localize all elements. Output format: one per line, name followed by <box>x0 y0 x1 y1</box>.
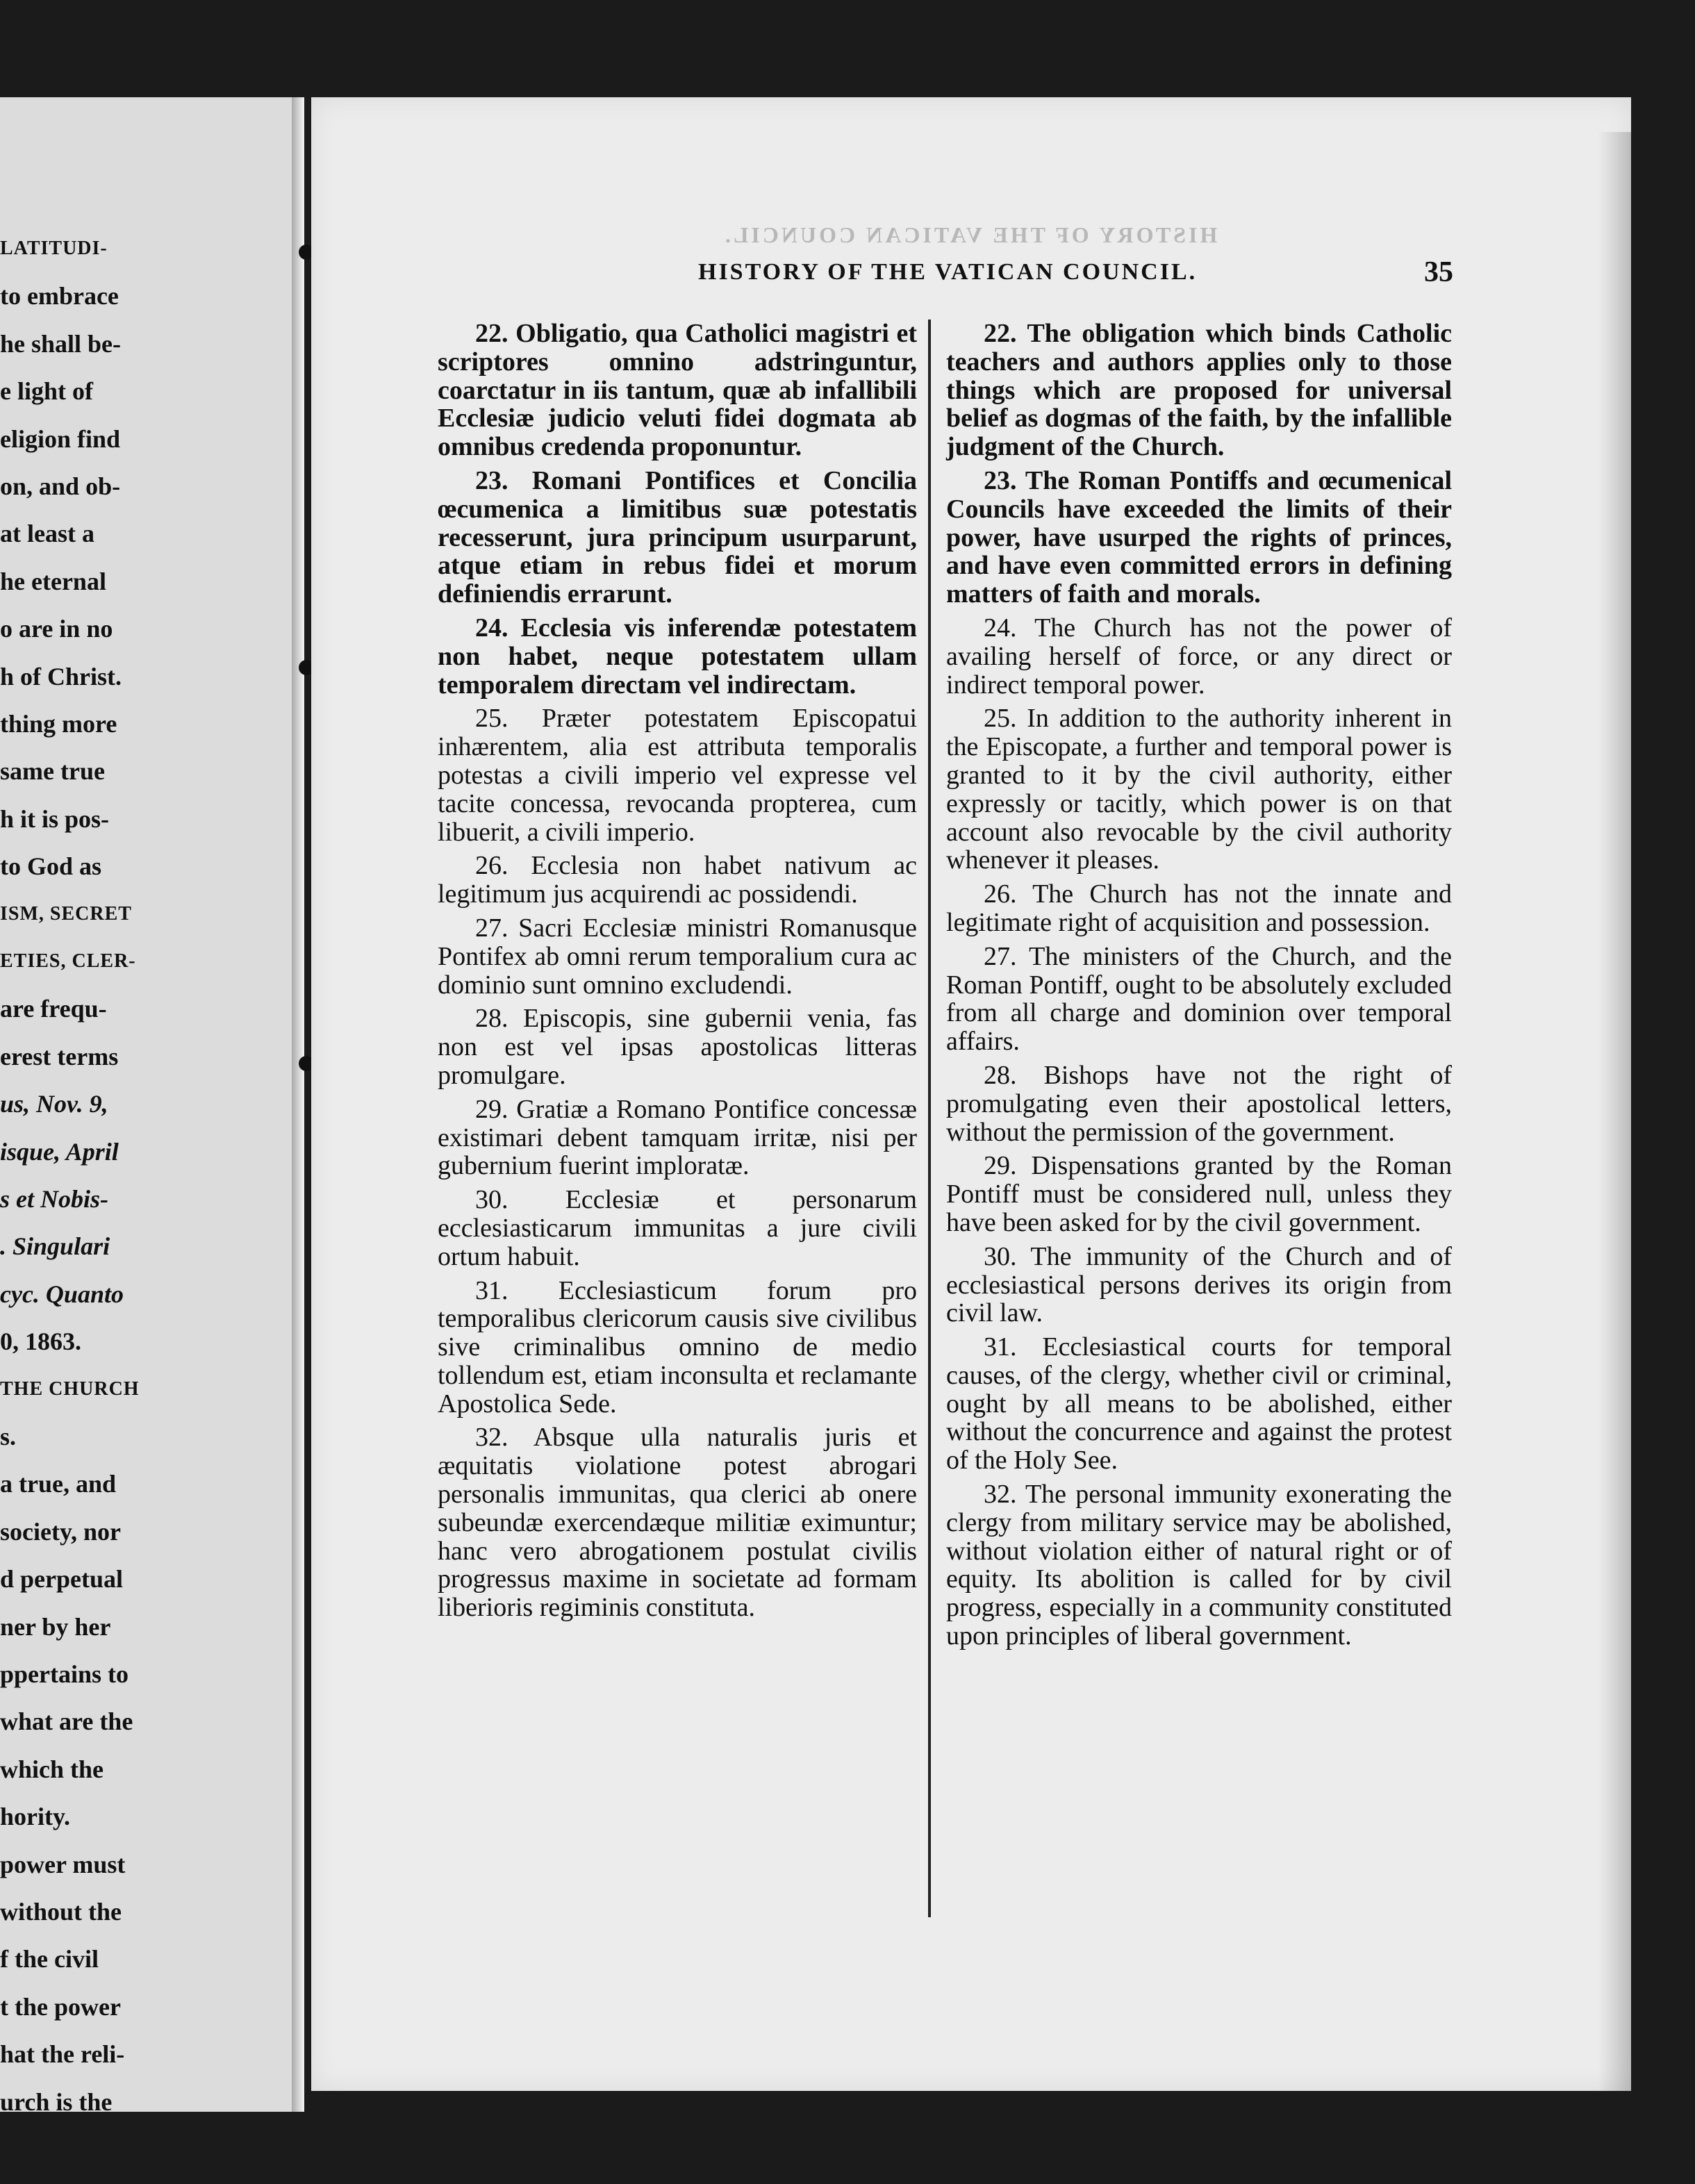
facing-page-fragment: hat the reli- <box>0 2040 125 2069</box>
english-proposition-22: 22. The obligation which binds Catholic teachers and authors applies only to those things which are proposed for universal belief as dogmas of the faith, by the infallible judgment of the Church. <box>946 319 1452 462</box>
facing-page-fragment: he shall be- <box>0 329 122 358</box>
facing-page-fragment: cyc. Quanto <box>0 1280 124 1308</box>
facing-page-fragment: ppertains to <box>0 1660 129 1688</box>
facing-page-fragment: at least a <box>0 520 94 548</box>
facing-page-fragment: s. <box>0 1423 17 1450</box>
facing-page-fragment: e light of <box>0 377 93 406</box>
facing-page-fragment: f the civil <box>0 1945 99 1974</box>
english-proposition-25: 25. In addition to the authority inherent in the Episcopate, a further and temporal power is granted to it by the civil authority, either expressly or tacitly, which power is on that account also revocable by the civil authority whenever it pleases. <box>946 704 1452 875</box>
facing-page-fragment: to embrace <box>0 282 119 311</box>
running-title: HISTORY OF THE VATICAN COUNCIL. <box>698 259 1198 285</box>
facing-page-fragment: society, nor <box>0 1517 121 1546</box>
latin-proposition-27: 27. Sacri Ecclesiæ ministri Romanusque Pontifex ab omni rerum temporalium cura ac dominio sunt omnino excludendi. <box>438 913 917 1000</box>
facing-page-fragment: LATITUDI- <box>0 238 108 259</box>
latin-proposition-31: 31. Ecclesiasticum forum pro temporalibus clericorum causis sive civilibus sive criminalibus omnino de medio tollendum est, etiam inconsulta et reclamante Apostolica Sede. <box>438 1275 917 1418</box>
facing-page-fragment: eligion find <box>0 424 121 453</box>
facing-page-fragment: which the <box>0 1755 104 1783</box>
facing-page-fragment: ETIES, CLER- <box>0 950 136 972</box>
facing-page-fragment: are frequ- <box>0 995 107 1023</box>
facing-page-fragment: on, and ob- <box>0 472 121 500</box>
page-number: 35 <box>1424 256 1453 288</box>
english-proposition-27: 27. The ministers of the Church, and the Roman Pontiff, ought to be absolutely excluded from all charge and dominion over temporal affairs. <box>946 941 1452 1057</box>
facing-page-fragment: same true <box>0 757 105 786</box>
latin-proposition-24: 24. Ecclesia vis inferendæ potestatem non habet, neque potestatem ullam temporalem directam vel indirectam. <box>438 613 917 700</box>
facing-page-fragment: o are in no <box>0 615 113 643</box>
facing-page-fragment: what are the <box>0 1707 133 1736</box>
facing-page-fragment: ISM, SECRET <box>0 902 132 925</box>
english-column <box>946 320 1452 1656</box>
english-proposition-23: 23. The Roman Pontiffs and œcumenical Councils have exceeded the limits of their power, have usurped the rights of princes, and have even committed errors in defining matters of faith and morals. <box>946 465 1452 609</box>
latin-column <box>438 320 917 1628</box>
latin-proposition-23: 23. Romani Pontifices et Concilia œcumenica a limitibus suæ potestatis recesserunt, jura principum usurparunt, atque etiam in rebus fidei et morum definiendis errarunt. <box>438 465 917 609</box>
facing-page-fragment: s et Nobis- <box>0 1185 108 1213</box>
bleed-through-heading: HISTORY OF THE VATICAN COUNCIL. <box>722 222 1218 247</box>
latin-proposition-22: 22. Obligatio, qua Catholici magistri et scriptores omnino adstringuntur, coarctatur in iis tantum, quæ ab infallibili Ecclesiæ judicio veluti fidei dogmata ab omnibus credenda proponuntur. <box>438 319 917 462</box>
facing-page-fragment: t the power <box>0 1992 121 2021</box>
latin-proposition-26: 26. Ecclesia non habet nativum ac legitimum jus acquirendi ac possidendi. <box>438 851 917 909</box>
latin-proposition-30: 30. Ecclesiæ et personarum ecclesiasticarum immunitas a jure civili ortum habuit. <box>438 1185 917 1271</box>
latin-proposition-32: 32. Absque ulla naturalis juris et æquitatis violatione potest abrogari personalis immunitas, qua clerici ab onere subeundæ exercendæque militiæ eximuntur; hanc vero abrogationem postulat civilis progressus maxime in societate ad formam liberioris regiminis constituta. <box>438 1423 917 1623</box>
english-proposition-29: 29. Dispensations granted by the Roman Pontiff must be considered null, unless they have been asked for by the civil government. <box>946 1151 1452 1237</box>
facing-page-fragment: erest terms <box>0 1042 119 1070</box>
facing-page-fragment: d perpetual <box>0 1565 124 1594</box>
english-proposition-26: 26. The Church has not the innate and legitimate right of acquisition and possession. <box>946 879 1452 937</box>
facing-page-fragment: isque, April <box>0 1137 119 1166</box>
latin-proposition-28: 28. Episcopis, sine gubernii venia, fas non est vel ipsas apostolicas litteras promulgare. <box>438 1004 917 1090</box>
facing-page-fragment: he eternal <box>0 567 106 595</box>
latin-proposition-25: 25. Præter potestatem Episcopatui inhærentem, alia est attributa temporalis potestas a civili imperio vel expresse vel tacite concessa, revocanda propterea, cum libuerit, a civili imperio. <box>438 704 917 847</box>
facing-page-fragment: to God as <box>0 852 102 881</box>
page-edge-shadow <box>1598 132 1631 2091</box>
english-proposition-32: 32. The personal immunity exonerating the clergy from military service may be abolished, without violation either of natural right or of equity. Its abolition is called for by civil progress, especially in a community constituted upon principles of liberal government. <box>946 1480 1452 1651</box>
facing-page-fragment: THE CHURCH <box>0 1378 140 1400</box>
column-divider <box>928 320 931 1917</box>
facing-page-fragment: thing more <box>0 710 117 738</box>
facing-page-fragment: h of Christ. <box>0 662 122 690</box>
page-gutter <box>292 97 304 2112</box>
facing-page-fragment: . Singulari <box>0 1232 110 1261</box>
facing-page-fragment: 0, 1863. <box>0 1327 81 1356</box>
facing-page <box>0 97 304 2112</box>
english-proposition-30: 30. The immunity of the Church and of ecclesiastical persons derives its origin from civil law. <box>946 1241 1452 1328</box>
english-proposition-31: 31. Ecclesiastical courts for temporal causes, of the clergy, whether civil or criminal, ought by all means to be abolished, either without the concurrence and against the protest of the Holy See. <box>946 1332 1452 1475</box>
english-proposition-28: 28. Bishops have not the right of promulgating even their apostolical letters, without the permission of the government. <box>946 1060 1452 1147</box>
english-proposition-24: 24. The Church has not the power of availing herself of force, or any direct or indirect temporal power. <box>946 613 1452 700</box>
facing-page-fragment: a true, and <box>0 1470 117 1498</box>
facing-page-fragment: hority. <box>0 1803 71 1831</box>
facing-page-fragment: us, Nov. 9, <box>0 1090 108 1118</box>
latin-proposition-29: 29. Gratiæ a Romano Pontifice concessæ existimari debent tamquam irritæ, nisi per gubernium fuerint imploratæ. <box>438 1094 917 1181</box>
facing-page-fragment: ner by her <box>0 1612 111 1641</box>
facing-page-fragment: without the <box>0 1898 122 1926</box>
facing-page-fragment: urch is the <box>0 2087 113 2112</box>
facing-page-fragment: h it is pos- <box>0 804 110 833</box>
facing-page-fragment: power must <box>0 1850 126 1878</box>
